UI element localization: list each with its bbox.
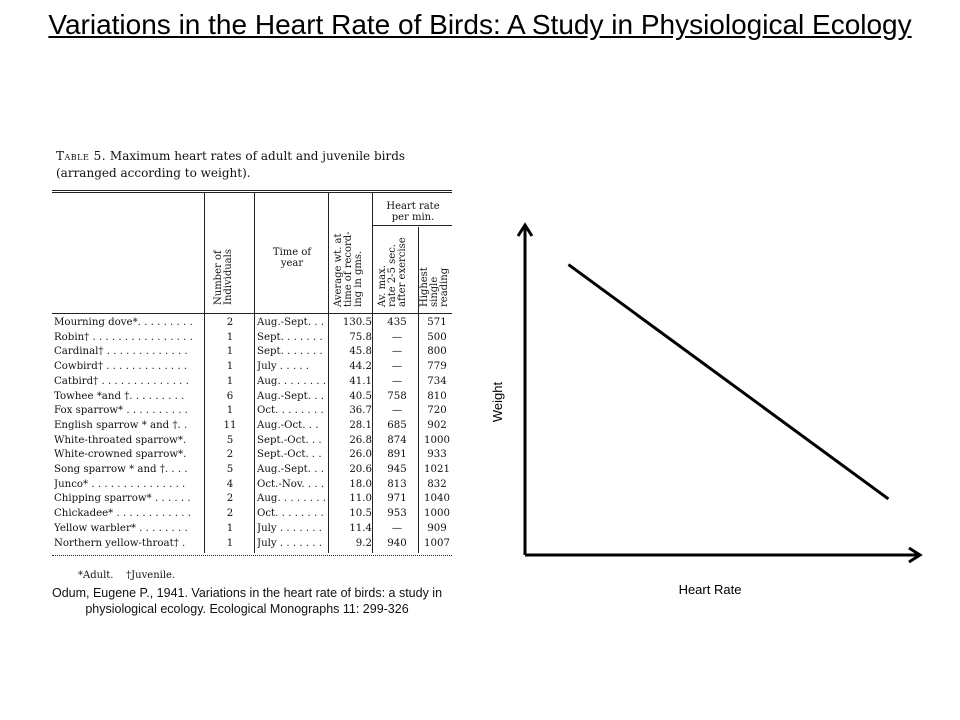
highest-heart-rate: 734: [427, 375, 447, 387]
number-of-individuals: 1: [226, 522, 234, 534]
highest-heart-rate: 1040: [424, 493, 450, 505]
table-row: [52, 331, 454, 346]
time-of-year: Aug.-Oct. . .: [257, 419, 319, 431]
average-max-heart-rate: 874: [387, 434, 407, 446]
header-time-of-year: Time of year: [272, 247, 312, 269]
table-caption-text: Maximum heart rates of adult and juvenile birds (arranged according to weight).: [56, 149, 406, 180]
number-of-individuals: 2: [226, 508, 234, 520]
time-of-year: Oct. . . . . . . .: [257, 508, 324, 520]
number-of-individuals: 11: [223, 419, 237, 431]
number-of-individuals: 6: [226, 390, 234, 402]
table-row: [52, 390, 454, 405]
average-max-heart-rate: 685: [387, 419, 407, 431]
bird-name: English sparrow * and †. .: [54, 419, 188, 431]
average-weight: 18.0: [349, 478, 372, 490]
time-of-year: Sept. . . . . . .: [257, 331, 323, 343]
highest-heart-rate: 1000: [424, 434, 450, 446]
bird-name: Chickadee* . . . . . . . . . . . .: [54, 508, 191, 520]
time-of-year: Aug.-Sept. . .: [257, 464, 324, 475]
table-row: [52, 419, 454, 434]
header-number-of-individuals: Number of Individuals: [213, 249, 234, 305]
table-row: [52, 434, 454, 449]
header-average-weight: Average wt. at time of record- ing in gms.: [333, 231, 364, 307]
table-row: [52, 492, 454, 507]
heart-rate-group-rule: [372, 225, 452, 226]
number-of-individuals: 1: [226, 537, 234, 549]
bird-name: Yellow warbler* . . . . . . . .: [54, 522, 188, 534]
average-max-heart-rate: 891: [387, 449, 407, 461]
average-weight: 40.5: [349, 390, 372, 402]
time-of-year: Sept.-Oct. . .: [257, 434, 322, 446]
highest-heart-rate: 800: [427, 346, 447, 358]
bird-name: White-throated sparrow*.: [54, 434, 187, 446]
average-weight: 11.4: [349, 522, 372, 534]
highest-heart-rate: 1021: [424, 464, 450, 475]
time-of-year: July . . . . . . .: [257, 537, 322, 549]
table-row: [52, 360, 454, 375]
average-max-heart-rate: 813: [387, 478, 407, 490]
bird-name: Northern yellow-throat† .: [54, 537, 186, 549]
table-row: [52, 345, 454, 360]
time-of-year: July . . . . .: [257, 361, 310, 373]
number-of-individuals: 1: [226, 346, 234, 358]
average-max-heart-rate: 940: [387, 537, 407, 549]
time-of-year: Aug.-Sept. . .: [257, 317, 324, 328]
highest-heart-rate: 779: [427, 361, 447, 373]
number-of-individuals: 2: [226, 493, 234, 505]
table-row: [52, 522, 454, 537]
time-of-year: Sept.-Oct. . .: [257, 449, 322, 461]
highest-heart-rate: 1000: [424, 508, 450, 520]
average-max-heart-rate: 971: [387, 493, 407, 505]
series-layer: [568, 265, 888, 499]
bird-name: Junco* . . . . . . . . . . . . . . .: [54, 478, 186, 490]
number-of-individuals: 5: [226, 434, 234, 446]
average-weight: 26.0: [349, 449, 372, 461]
highest-heart-rate: 720: [427, 405, 447, 417]
average-max-heart-rate: 758: [387, 390, 407, 402]
highest-heart-rate: 933: [427, 449, 447, 461]
bird-name: Song sparrow * and †. . . .: [54, 464, 188, 475]
table-bottom-rule: [52, 555, 452, 556]
header-heart-rate-group: Heart rate per min.: [386, 201, 440, 223]
table-row: [52, 316, 454, 331]
time-of-year: Aug. . . . . . . .: [257, 493, 327, 505]
highest-heart-rate: 500: [427, 331, 447, 343]
trend-line: [568, 265, 888, 499]
table-row: [52, 448, 454, 463]
citation: Odum, Eugene P., 1941. Variations in the heart rate of birds: a study in physiological ecology. Ecological Monographs 11: 299-326: [51, 586, 443, 616]
weight-vs-heart-rate-chart: [480, 210, 940, 580]
average-max-heart-rate: —: [391, 375, 403, 387]
average-weight: 44.2: [349, 361, 372, 373]
average-max-heart-rate: —: [391, 405, 403, 417]
bird-name: Fox sparrow* . . . . . . . . . .: [54, 405, 188, 417]
average-weight: 45.8: [349, 346, 372, 358]
table-top-rule-2: [52, 192, 452, 193]
average-weight: 11.0: [349, 493, 372, 505]
header-highest-reading: Highest single reading: [419, 267, 450, 307]
average-max-heart-rate: —: [391, 346, 403, 358]
bird-name: White-crowned sparrow*.: [54, 449, 187, 461]
x-axis-label: Heart Rate: [678, 582, 742, 597]
bird-name: Catbird† . . . . . . . . . . . . . .: [54, 375, 189, 387]
table-row: [52, 478, 454, 493]
time-of-year: Aug.-Sept. . .: [257, 390, 324, 402]
highest-heart-rate: 1007: [424, 537, 450, 549]
highest-heart-rate: 909: [427, 522, 447, 534]
number-of-individuals: 1: [226, 375, 234, 387]
table-number: Table 5.: [56, 149, 107, 163]
table-row: [52, 375, 454, 390]
time-of-year: Oct.-Nov. . . .: [257, 478, 325, 490]
number-of-individuals: 5: [226, 464, 234, 475]
number-of-individuals: 2: [226, 317, 234, 328]
average-max-heart-rate: 435: [387, 317, 407, 328]
bird-name: Cowbird† . . . . . . . . . . . . .: [54, 361, 188, 373]
bird-name: Robin† . . . . . . . . . . . . . . . .: [54, 331, 193, 343]
table-top-rule: [52, 190, 452, 191]
number-of-individuals: 1: [226, 361, 234, 373]
time-of-year: Oct. . . . . . . .: [257, 405, 324, 417]
table-header-rule: [52, 313, 452, 314]
header-av-max-rate: Av. max. rate 2-5 sec. after exercise: [377, 237, 408, 307]
average-max-heart-rate: —: [391, 361, 403, 373]
number-of-individuals: 4: [226, 478, 234, 490]
table-row: [52, 404, 454, 419]
average-weight: 28.1: [349, 419, 372, 431]
y-axis-label: Weight: [490, 381, 505, 423]
bird-name: Mourning dove*. . . . . . . . .: [54, 317, 193, 328]
table-footnote: *Adult. †Juvenile.: [78, 570, 176, 581]
bird-name: Cardinal† . . . . . . . . . . . . .: [54, 346, 188, 358]
average-weight: 130.5: [342, 317, 372, 328]
number-of-individuals: 1: [226, 405, 234, 417]
highest-heart-rate: 902: [427, 419, 447, 431]
average-max-heart-rate: 953: [387, 508, 407, 520]
average-weight: 36.7: [349, 405, 372, 417]
average-max-heart-rate: —: [391, 331, 403, 343]
average-weight: 20.6: [349, 464, 372, 475]
time-of-year: July . . . . . . .: [257, 522, 322, 534]
highest-heart-rate: 810: [427, 390, 447, 402]
average-max-heart-rate: 945: [387, 464, 407, 475]
bird-name: Chipping sparrow* . . . . . .: [54, 493, 191, 505]
time-of-year: Aug. . . . . . . .: [257, 375, 327, 387]
highest-heart-rate: 571: [427, 317, 447, 328]
table-row: [52, 507, 454, 522]
average-weight: 75.8: [349, 331, 372, 343]
number-of-individuals: 1: [226, 331, 234, 343]
table-row: [52, 463, 454, 478]
number-of-individuals: 2: [226, 449, 234, 461]
highest-heart-rate: 832: [427, 478, 447, 490]
average-weight: 41.1: [349, 375, 372, 387]
table-row: [52, 537, 454, 552]
bird-name: Towhee *and †. . . . . . . . .: [54, 390, 185, 402]
average-weight: 26.8: [349, 434, 372, 446]
time-of-year: Sept. . . . . . .: [257, 346, 323, 358]
average-max-heart-rate: —: [391, 522, 403, 534]
heart-rate-table-image: [52, 145, 457, 585]
slide-title: Variations in the Heart Rate of Birds: A Study in Physiological Ecology: [48, 9, 912, 40]
average-weight: 9.2: [355, 537, 372, 549]
table-caption: [56, 148, 456, 182]
average-weight: 10.5: [349, 508, 372, 520]
